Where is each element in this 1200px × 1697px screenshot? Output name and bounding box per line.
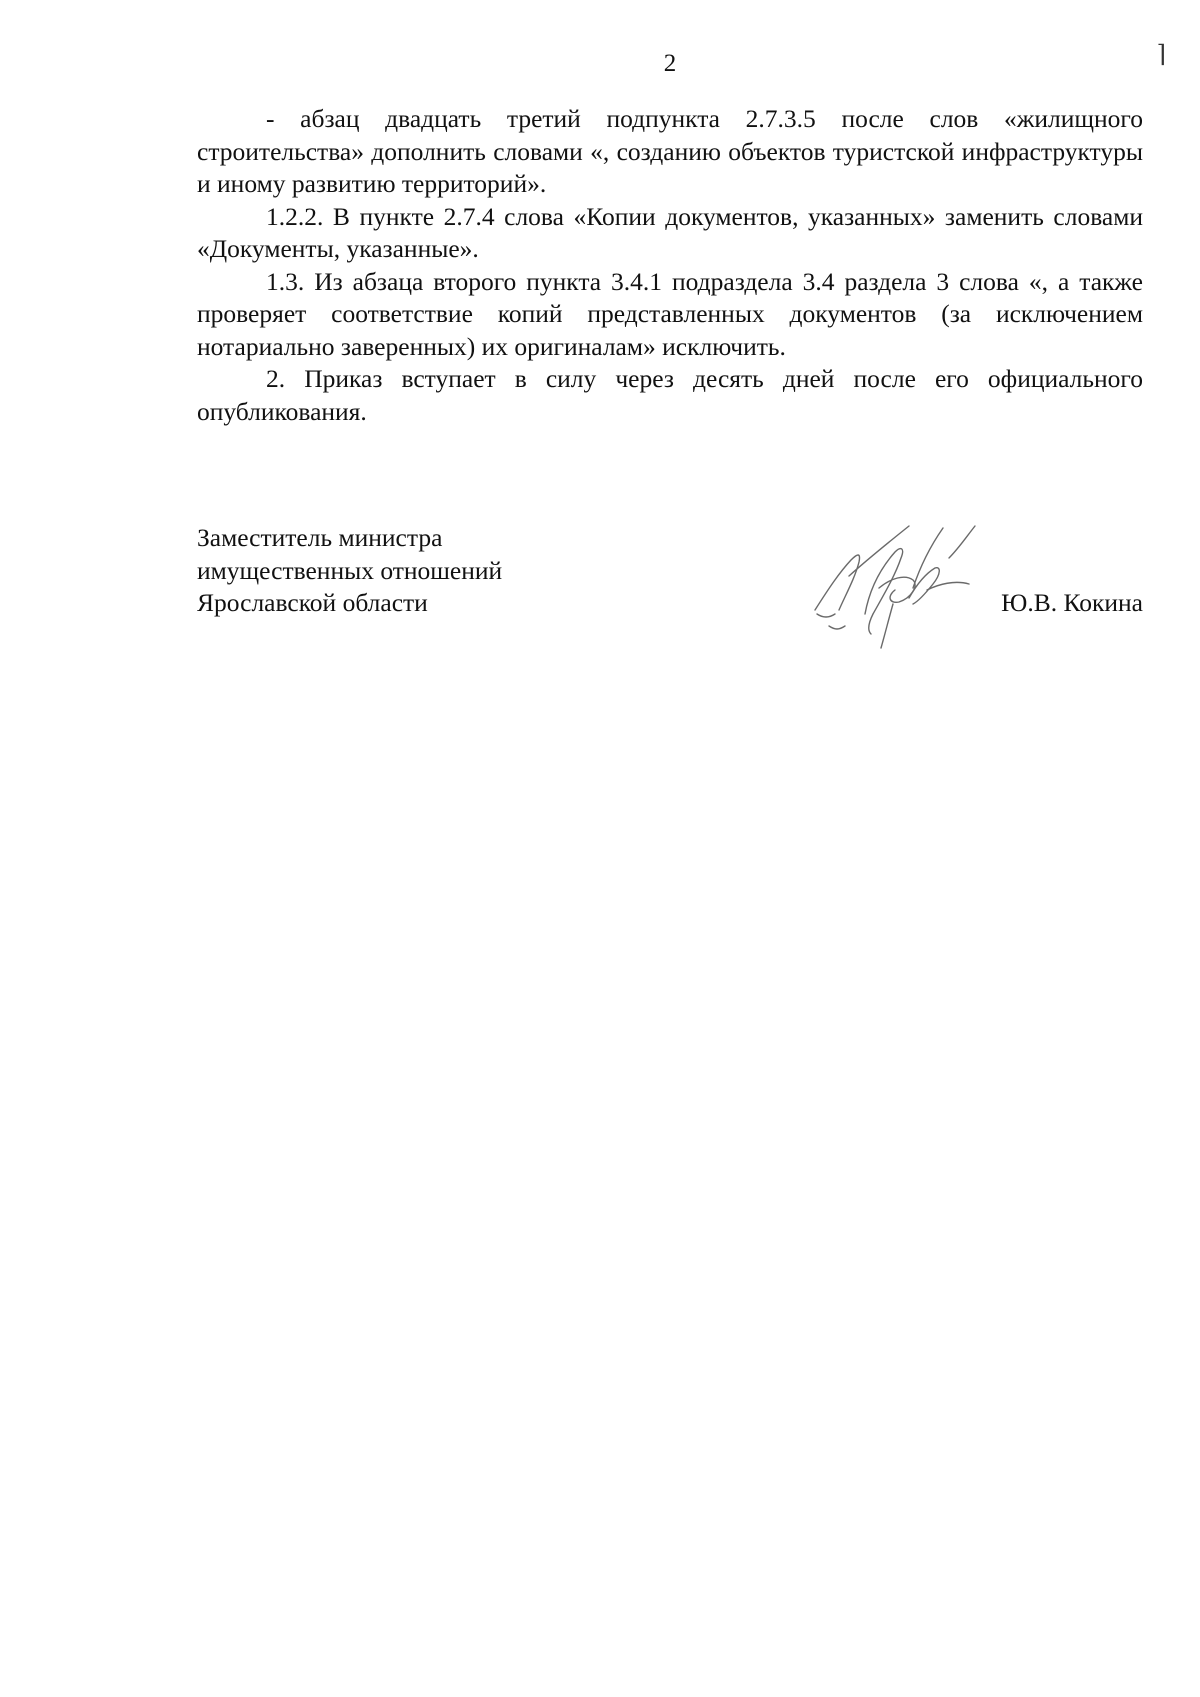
page-number — [0, 50, 1200, 78]
signatory-position — [197, 522, 502, 620]
signatory-position-line: имущественных отношений — [197, 555, 503, 585]
signatory-position-line: Ярославской области — [197, 588, 428, 617]
signature-block — [197, 522, 1143, 662]
paragraph-1-2-2: 1.2.2. В пункте 2.7.4 слова «Копии документов, указанных» заменить словами «Документы, указанные». — [197, 201, 1143, 263]
signatory-position-line: Заместитель министра — [197, 523, 443, 552]
page-number-text: 2 — [663, 50, 677, 77]
paragraph-1-3: 1.3. Из абзаца второго пункта 3.4.1 подраздела 3.4 раздела 3 слова «, а также проверяет соответствие копий представленных документов (за исключением нотариально заверенных) их оригиналам» исключить. — [197, 266, 1143, 361]
paragraph-subpoint-amendment: - абзац двадцать третий подпункта 2.7.3.5 после слов «жилищного строительства» дополнить словами «, созданию объектов туристской инфраструктуры и иному развитию территорий». — [197, 104, 1143, 198]
signatory-name: Ю.В. Кокина — [1001, 588, 1143, 617]
document-body — [197, 103, 1143, 428]
handwritten-signature — [809, 518, 999, 654]
paragraph-2-effective-date: 2. Приказ вступает в силу через десять дней после его официального опубликования. — [197, 364, 1143, 426]
scan-mark: ⌉ — [1156, 42, 1166, 68]
